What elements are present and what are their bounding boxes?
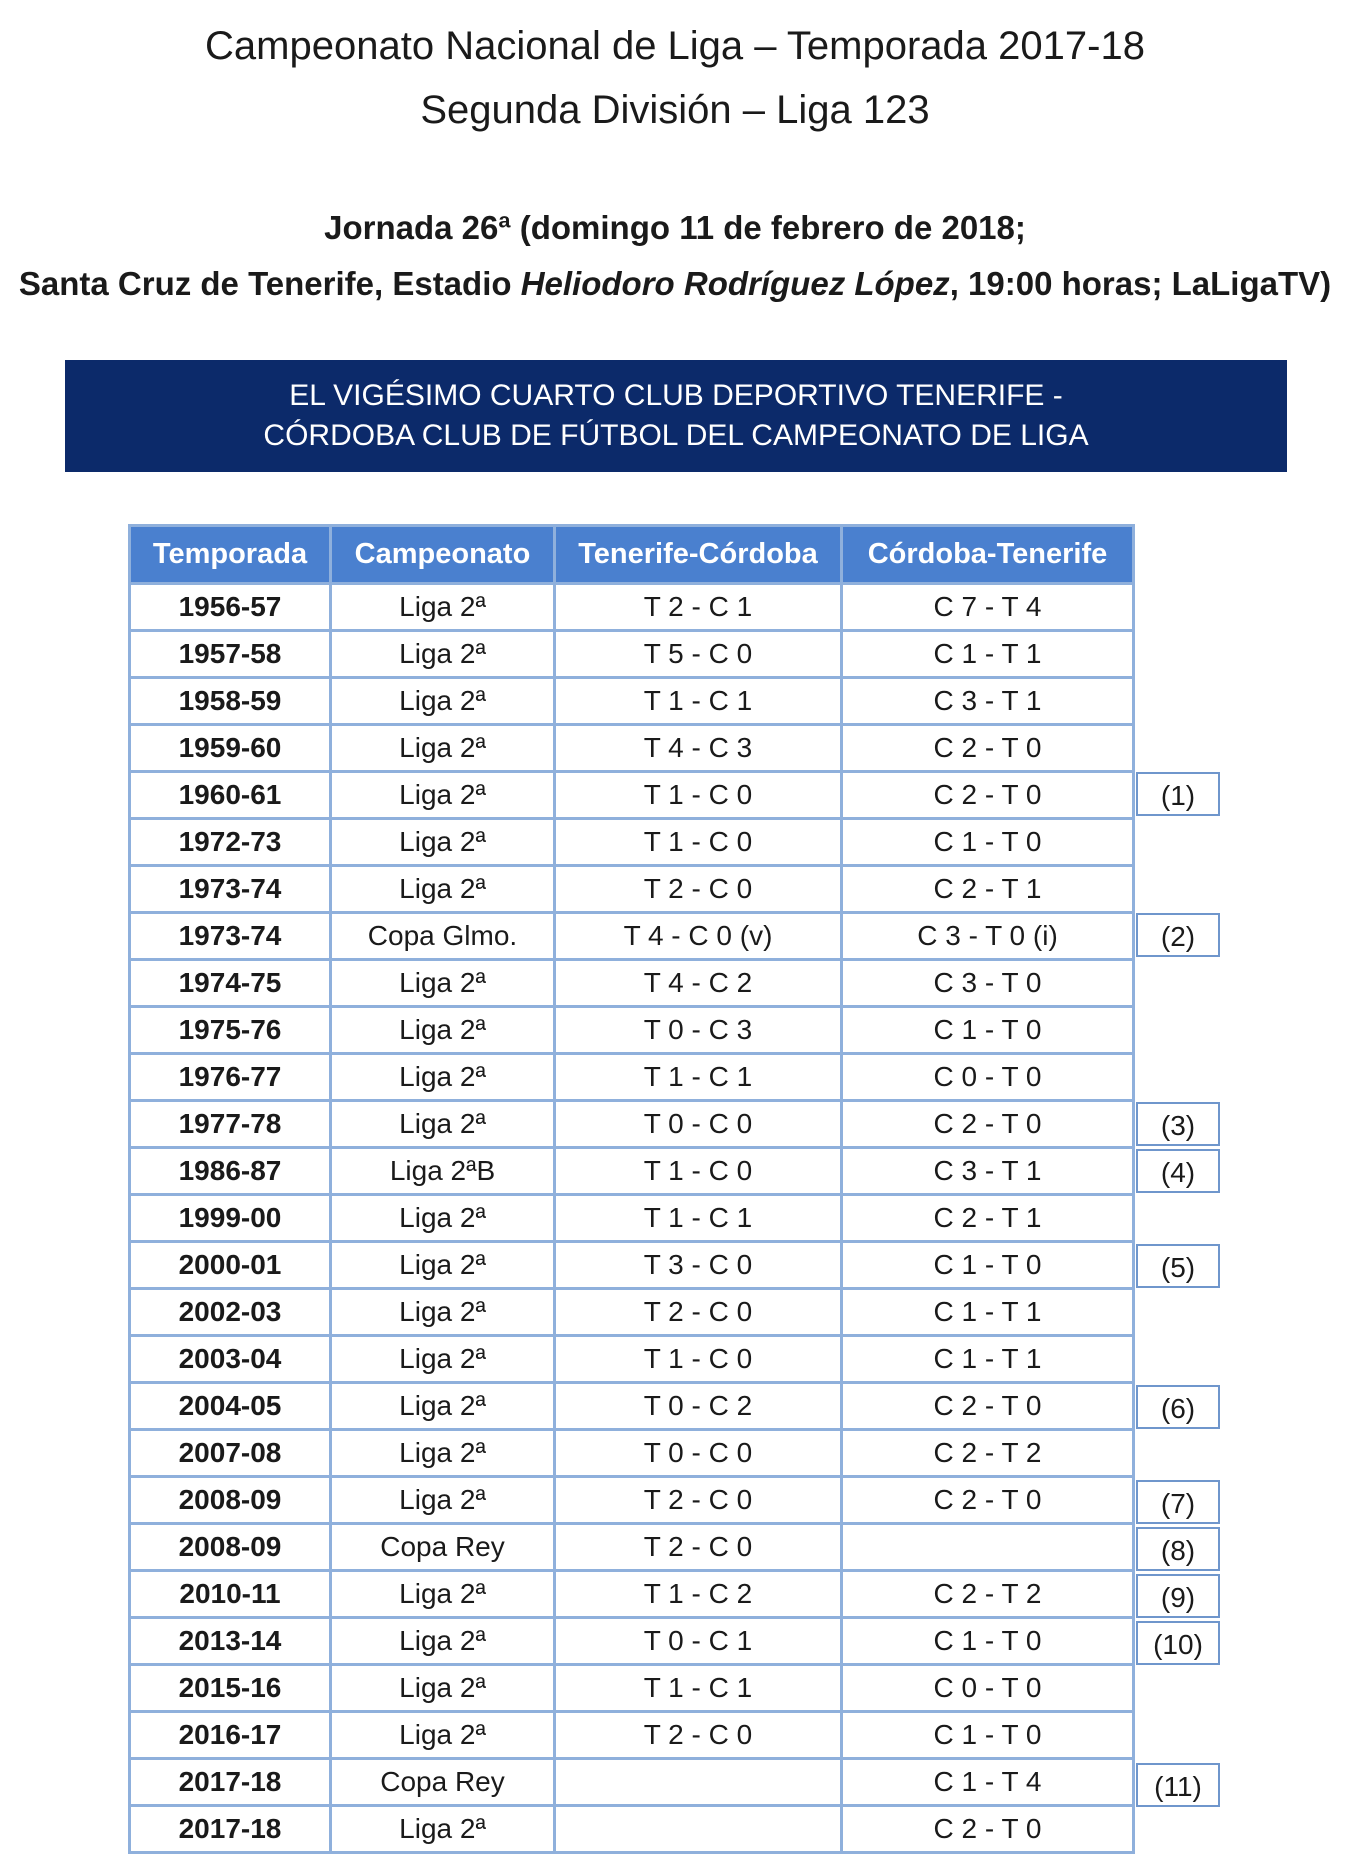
season-cell: 2010-11 <box>130 1571 331 1618</box>
season-cell: 1976-77 <box>130 1054 331 1101</box>
table-row <box>130 1007 1134 1054</box>
away-result-cell: C 2 - T 2 <box>842 1430 1134 1477</box>
away-result-cell: C 0 - T 0 <box>842 1054 1134 1101</box>
competition-cell: Liga 2ª <box>331 1101 555 1148</box>
table-row <box>130 1806 1134 1853</box>
table-row <box>130 1524 1134 1571</box>
away-result-cell: C 3 - T 0 (i) <box>842 913 1134 960</box>
home-result-cell: T 1 - C 0 <box>555 1148 842 1195</box>
away-result-cell: C 2 - T 0 <box>842 1806 1134 1853</box>
table-row <box>130 631 1134 678</box>
home-result-cell: T 2 - C 0 <box>555 1712 842 1759</box>
away-result-cell: C 1 - T 1 <box>842 1289 1134 1336</box>
table-row <box>130 1148 1134 1195</box>
home-result-cell: T 0 - C 1 <box>555 1618 842 1665</box>
competition-cell: Liga 2ª <box>331 1007 555 1054</box>
away-result-cell: C 1 - T 0 <box>842 1242 1134 1289</box>
table-row <box>130 1336 1134 1383</box>
home-result-cell: T 1 - C 1 <box>555 1665 842 1712</box>
season-cell: 2003-04 <box>130 1336 331 1383</box>
season-cell: 2016-17 <box>130 1712 331 1759</box>
season-cell: 1959-60 <box>130 725 331 772</box>
away-result-cell: C 3 - T 0 <box>842 960 1134 1007</box>
competition-cell: Liga 2ª <box>331 1806 555 1853</box>
footnote-marker: (1) <box>1136 772 1220 816</box>
home-result-cell <box>555 1759 842 1806</box>
away-result-cell <box>842 1524 1134 1571</box>
away-result-cell: C 2 - T 0 <box>842 1101 1134 1148</box>
season-cell: 2008-09 <box>130 1524 331 1571</box>
season-cell: 1960-61 <box>130 772 331 819</box>
competition-cell: Copa Rey <box>331 1524 555 1571</box>
competition-cell: Liga 2ª <box>331 1665 555 1712</box>
table-row <box>130 1054 1134 1101</box>
home-result-cell: T 2 - C 1 <box>555 584 842 631</box>
venue-suffix: , 19:00 horas; LaLigaTV) <box>949 265 1332 302</box>
competition-cell: Liga 2ª <box>331 1195 555 1242</box>
column-header-home: Tenerife-Córdoba <box>555 526 842 584</box>
table-row <box>130 1289 1134 1336</box>
season-cell: 1958-59 <box>130 678 331 725</box>
home-result-cell: T 0 - C 0 <box>555 1430 842 1477</box>
home-result-cell: T 5 - C 0 <box>555 631 842 678</box>
table-row <box>130 1665 1134 1712</box>
season-cell: 1974-75 <box>130 960 331 1007</box>
season-cell: 2007-08 <box>130 1430 331 1477</box>
competition-cell: Liga 2ª <box>331 819 555 866</box>
away-result-cell: C 7 - T 4 <box>842 584 1134 631</box>
footnote-marker: (4) <box>1136 1149 1220 1193</box>
home-result-cell: T 4 - C 2 <box>555 960 842 1007</box>
competition-cell: Copa Glmo. <box>331 913 555 960</box>
table-header-row <box>130 526 1134 584</box>
competition-cell: Copa Rey <box>331 1759 555 1806</box>
competition-cell: Liga 2ª <box>331 1289 555 1336</box>
competition-cell: Liga 2ª <box>331 1054 555 1101</box>
table-row <box>130 772 1134 819</box>
footnote-marker: (2) <box>1136 913 1220 957</box>
away-result-cell: C 2 - T 2 <box>842 1571 1134 1618</box>
matchday-line: Jornada 26ª (domingo 11 de febrero de 2018; <box>324 209 1026 246</box>
table-row <box>130 1571 1134 1618</box>
footnote-marker: (8) <box>1136 1527 1220 1571</box>
away-result-cell: C 2 - T 1 <box>842 1195 1134 1242</box>
table-row <box>130 1759 1134 1806</box>
home-result-cell: T 3 - C 0 <box>555 1242 842 1289</box>
table-row <box>130 1618 1134 1665</box>
season-cell: 1999-00 <box>130 1195 331 1242</box>
competition-cell: Liga 2ª <box>331 772 555 819</box>
table-row <box>130 584 1134 631</box>
home-result-cell: T 1 - C 0 <box>555 819 842 866</box>
footnote-marker: (7) <box>1136 1480 1220 1524</box>
table-row <box>130 866 1134 913</box>
competition-cell: Liga 2ª <box>331 725 555 772</box>
banner-line-2: CÓRDOBA CLUB DE FÚTBOL DEL CAMPEONATO DE LIGA <box>263 419 1089 452</box>
away-result-cell: C 1 - T 4 <box>842 1759 1134 1806</box>
page-subtitle: Segunda División – Liga 123 <box>420 88 930 132</box>
season-cell: 2013-14 <box>130 1618 331 1665</box>
home-result-cell: T 2 - C 0 <box>555 1289 842 1336</box>
competition-cell: Liga 2ª <box>331 1336 555 1383</box>
table-row <box>130 1430 1134 1477</box>
home-result-cell: T 1 - C 1 <box>555 1054 842 1101</box>
column-header-season: Temporada <box>130 526 331 584</box>
season-cell: 1972-73 <box>130 819 331 866</box>
table-row <box>130 678 1134 725</box>
competition-cell: Liga 2ª <box>331 678 555 725</box>
footnote-marker: (11) <box>1136 1763 1220 1807</box>
away-result-cell: C 1 - T 0 <box>842 1007 1134 1054</box>
stadium-name: Heliodoro Rodríguez López <box>520 265 950 302</box>
season-cell: 1956-57 <box>130 584 331 631</box>
table-row <box>130 913 1134 960</box>
season-cell: 2015-16 <box>130 1665 331 1712</box>
match-banner <box>65 360 1287 472</box>
competition-cell: Liga 2ª <box>331 1383 555 1430</box>
footnote-marker: (6) <box>1136 1385 1220 1429</box>
competition-cell: Liga 2ª <box>331 1430 555 1477</box>
away-result-cell: C 2 - T 0 <box>842 1383 1134 1430</box>
away-result-cell: C 1 - T 0 <box>842 1618 1134 1665</box>
away-result-cell: C 1 - T 1 <box>842 1336 1134 1383</box>
competition-cell: Liga 2ª <box>331 631 555 678</box>
table-row <box>130 1477 1134 1524</box>
table-row <box>130 725 1134 772</box>
away-result-cell: C 0 - T 0 <box>842 1665 1134 1712</box>
competition-cell: Liga 2ª <box>331 1712 555 1759</box>
season-cell: 1973-74 <box>130 913 331 960</box>
table-row <box>130 1101 1134 1148</box>
away-result-cell: C 2 - T 1 <box>842 866 1134 913</box>
away-result-cell: C 3 - T 1 <box>842 1148 1134 1195</box>
season-cell: 2017-18 <box>130 1806 331 1853</box>
away-result-cell: C 2 - T 0 <box>842 772 1134 819</box>
season-cell: 1973-74 <box>130 866 331 913</box>
footnote-marker: (3) <box>1136 1102 1220 1146</box>
table-row <box>130 819 1134 866</box>
season-cell: 1975-76 <box>130 1007 331 1054</box>
home-result-cell: T 1 - C 1 <box>555 678 842 725</box>
home-result-cell: T 4 - C 0 (v) <box>555 913 842 960</box>
home-result-cell: T 1 - C 2 <box>555 1571 842 1618</box>
competition-cell: Liga 2ª <box>331 1242 555 1289</box>
home-result-cell: T 1 - C 1 <box>555 1195 842 1242</box>
table-row <box>130 1712 1134 1759</box>
competition-cell: Liga 2ª <box>331 866 555 913</box>
table-row <box>130 1383 1134 1430</box>
banner-line-1: EL VIGÉSIMO CUARTO CLUB DEPORTIVO TENERIFE - <box>289 379 1063 412</box>
season-cell: 2002-03 <box>130 1289 331 1336</box>
table-row <box>130 1195 1134 1242</box>
column-header-competition: Campeonato <box>331 526 555 584</box>
home-result-cell: T 1 - C 0 <box>555 772 842 819</box>
away-result-cell: C 2 - T 0 <box>842 1477 1134 1524</box>
home-result-cell: T 2 - C 0 <box>555 1524 842 1571</box>
home-result-cell: T 0 - C 3 <box>555 1007 842 1054</box>
away-result-cell: C 1 - T 1 <box>842 631 1134 678</box>
competition-cell: Liga 2ª <box>331 960 555 1007</box>
venue-prefix: Santa Cruz de Tenerife, Estadio <box>18 265 521 302</box>
away-result-cell: C 3 - T 1 <box>842 678 1134 725</box>
home-result-cell: T 4 - C 3 <box>555 725 842 772</box>
home-result-cell <box>555 1806 842 1853</box>
home-result-cell: T 0 - C 2 <box>555 1383 842 1430</box>
season-cell: 2004-05 <box>130 1383 331 1430</box>
season-cell: 2017-18 <box>130 1759 331 1806</box>
results-table <box>128 524 1135 1854</box>
season-cell: 1986-87 <box>130 1148 331 1195</box>
table-row <box>130 1242 1134 1289</box>
home-result-cell: T 1 - C 0 <box>555 1336 842 1383</box>
competition-cell: Liga 2ª <box>331 1477 555 1524</box>
home-result-cell: T 0 - C 0 <box>555 1101 842 1148</box>
column-header-away: Córdoba-Tenerife <box>842 526 1134 584</box>
competition-cell: Liga 2ª <box>331 1618 555 1665</box>
away-result-cell: C 1 - T 0 <box>842 819 1134 866</box>
season-cell: 2008-09 <box>130 1477 331 1524</box>
season-cell: 2000-01 <box>130 1242 331 1289</box>
competition-cell: Liga 2ª <box>331 584 555 631</box>
home-result-cell: T 2 - C 0 <box>555 1477 842 1524</box>
page-title: Campeonato Nacional de Liga – Temporada 2017-18 <box>205 24 1145 68</box>
competition-cell: Liga 2ª <box>331 1571 555 1618</box>
home-result-cell: T 2 - C 0 <box>555 866 842 913</box>
season-cell: 1957-58 <box>130 631 331 678</box>
table-row <box>130 960 1134 1007</box>
venue-line <box>0 256 1350 312</box>
away-result-cell: C 1 - T 0 <box>842 1712 1134 1759</box>
footnote-marker: (10) <box>1136 1621 1220 1665</box>
away-result-cell: C 2 - T 0 <box>842 725 1134 772</box>
footnote-marker: (5) <box>1136 1244 1220 1288</box>
footnote-marker: (9) <box>1136 1574 1220 1618</box>
competition-cell: Liga 2ªB <box>331 1148 555 1195</box>
season-cell: 1977-78 <box>130 1101 331 1148</box>
